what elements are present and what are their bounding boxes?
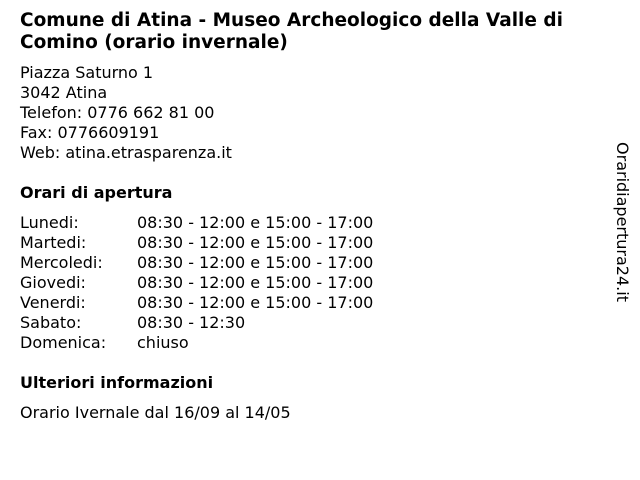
hours-row	[20, 313, 615, 333]
page-title: Comune di Atina - Museo Archeologico della Valle di Comino (orario invernale)	[20, 10, 563, 53]
hours-day: Venerdi:	[20, 293, 86, 312]
hours-day: Sabato:	[20, 313, 82, 332]
hours-row	[20, 333, 615, 353]
hours-row	[20, 293, 615, 313]
brand-name: Oraridiapertura24.it	[613, 142, 633, 302]
hours-day: Domenica:	[20, 333, 107, 352]
website: Web: atina.etrasparenza.it	[20, 143, 232, 162]
hours-time: 08:30 - 12:00 e 15:00 - 17:00	[137, 213, 374, 232]
hours-time: chiuso	[137, 333, 189, 352]
hours-row	[20, 253, 615, 273]
hours-time: 08:30 - 12:00 e 15:00 - 17:00	[137, 293, 374, 312]
hours-row	[20, 213, 615, 233]
hours-row	[20, 273, 615, 293]
contact-block	[20, 63, 615, 163]
phone-number: Telefon: 0776 662 81 00	[20, 103, 215, 122]
hours-time: 08:30 - 12:00 e 15:00 - 17:00	[137, 253, 374, 272]
hours-day: Lunedi:	[20, 213, 79, 232]
brand-watermark	[602, 134, 640, 310]
hours-day: Martedi:	[20, 233, 87, 252]
hours-day: Giovedi:	[20, 273, 86, 292]
street-address: Piazza Saturno 1	[20, 63, 154, 82]
opening-hours-table	[20, 213, 615, 353]
page-content	[20, 10, 615, 423]
hours-day: Mercoledi:	[20, 253, 103, 272]
hours-row	[20, 233, 615, 253]
hours-time: 08:30 - 12:00 e 15:00 - 17:00	[137, 273, 374, 292]
opening-hours-heading: Orari di apertura	[20, 183, 173, 202]
hours-time: 08:30 - 12:30	[137, 313, 246, 332]
fax-number: Fax: 0776609191	[20, 123, 160, 142]
further-info-text: Orario Ivernale dal 16/09 al 14/05	[20, 403, 291, 422]
further-info-heading: Ulteriori informazioni	[20, 373, 214, 392]
city-address: 3042 Atina	[20, 83, 108, 102]
hours-time: 08:30 - 12:00 e 15:00 - 17:00	[137, 233, 374, 252]
